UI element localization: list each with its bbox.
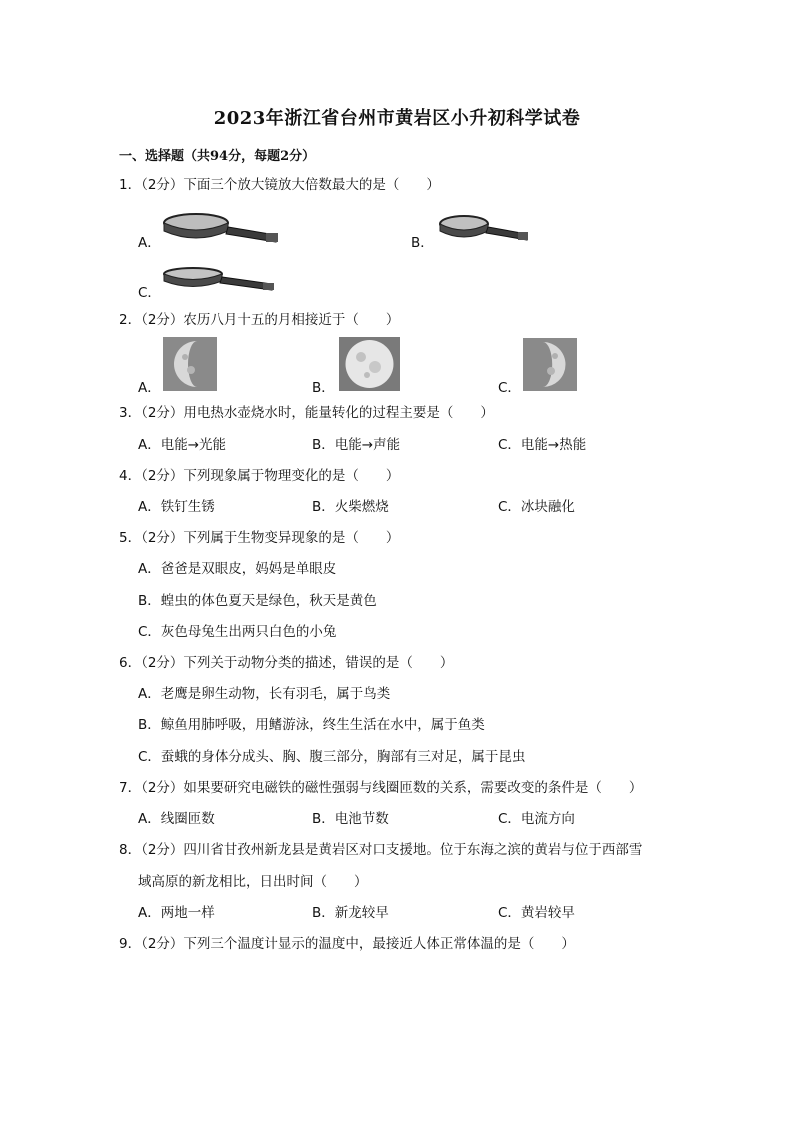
q7-option-b[interactable]: B．电池节数 bbox=[312, 811, 389, 827]
moon-phase-icon bbox=[523, 338, 577, 391]
q8-option-b[interactable]: B．新龙较早 bbox=[312, 905, 389, 921]
q3-option-c[interactable]: C．电能→热能 bbox=[498, 437, 587, 453]
q4-option-c[interactable]: C．冰块融化 bbox=[498, 499, 575, 515]
moon-phase-icon bbox=[339, 337, 400, 391]
q2-option-a-label[interactable]: A． bbox=[138, 380, 161, 396]
question-5-stem: 5．（2分）下列属于生物变异现象的是（ ） bbox=[119, 530, 400, 546]
moon-phase-icon bbox=[163, 337, 217, 391]
q4-option-a[interactable]: A．铁钉生锈 bbox=[138, 499, 215, 515]
q6-option-a[interactable]: A．老鹰是卵生动物，长有羽毛，属于鸟类 bbox=[138, 686, 391, 702]
q5-option-a[interactable]: A．爸爸是双眼皮，妈妈是单眼皮 bbox=[138, 561, 337, 577]
q3-option-a[interactable]: A．电能→光能 bbox=[138, 437, 227, 453]
q2-option-c-label[interactable]: C． bbox=[498, 380, 521, 396]
question-1-stem: 1．（2分）下面三个放大镜放大倍数最大的是（ ） bbox=[119, 177, 440, 193]
question-9-stem: 9．（2分）下列三个温度计显示的温度中，最接近人体正常体温的是（ ） bbox=[119, 936, 575, 952]
question-2-stem: 2．（2分）农历八月十五的月相接近于（ ） bbox=[119, 312, 400, 328]
q6-option-c[interactable]: C．蚕蛾的身体分成头、胸、腹三部分，胸部有三对足，属于昆虫 bbox=[138, 749, 526, 765]
magnifier-icon bbox=[162, 266, 276, 294]
question-6-stem: 6．（2分）下列关于动物分类的描述，错误的是（ ） bbox=[119, 655, 454, 671]
q4-option-b[interactable]: B．火柴燃烧 bbox=[312, 499, 389, 515]
exam-title: 2023年浙江省台州市黄岩区小升初科学试卷 bbox=[213, 108, 581, 129]
q2-option-b-label[interactable]: B． bbox=[312, 380, 335, 396]
question-7-stem: 7．（2分）如果要研究电磁铁的磁性强弱与线圈匝数的关系，需要改变的条件是（ ） bbox=[119, 780, 643, 796]
section-heading: 一、选择题（共94分，每题2分） bbox=[119, 149, 316, 164]
q8-option-a[interactable]: A．两地一样 bbox=[138, 905, 215, 921]
magnifier-icon bbox=[438, 213, 530, 245]
q1-option-a-label[interactable]: A． bbox=[138, 235, 161, 251]
question-8-stem-line-2: 域高原的新龙相比，日出时间（ ） bbox=[138, 874, 368, 890]
q5-option-b[interactable]: B．蝗虫的体色夏天是绿色，秋天是黄色 bbox=[138, 593, 377, 609]
q7-option-c[interactable]: C．电流方向 bbox=[498, 811, 575, 827]
q3-option-b[interactable]: B．电能→声能 bbox=[312, 437, 401, 453]
q7-option-a[interactable]: A．线圈匝数 bbox=[138, 811, 215, 827]
q1-option-b-label[interactable]: B． bbox=[411, 235, 434, 251]
q1-option-c-label[interactable]: C． bbox=[138, 285, 161, 301]
q6-option-b[interactable]: B．鲸鱼用肺呼吸，用鳍游泳，终生生活在水中，属于鱼类 bbox=[138, 717, 485, 733]
q8-option-c[interactable]: C．黄岩较早 bbox=[498, 905, 575, 921]
question-4-stem: 4．（2分）下列现象属于物理变化的是（ ） bbox=[119, 468, 400, 484]
magnifier-icon bbox=[162, 211, 280, 249]
question-3-stem: 3．（2分）用电热水壶烧水时，能量转化的过程主要是（ ） bbox=[119, 405, 494, 421]
question-8-stem-line-1: 8．（2分）四川省甘孜州新龙县是黄岩区对口支援地。位于东海之滨的黄岩与位于西部雪 bbox=[119, 842, 643, 858]
q5-option-c[interactable]: C．灰色母兔生出两只白色的小兔 bbox=[138, 624, 337, 640]
